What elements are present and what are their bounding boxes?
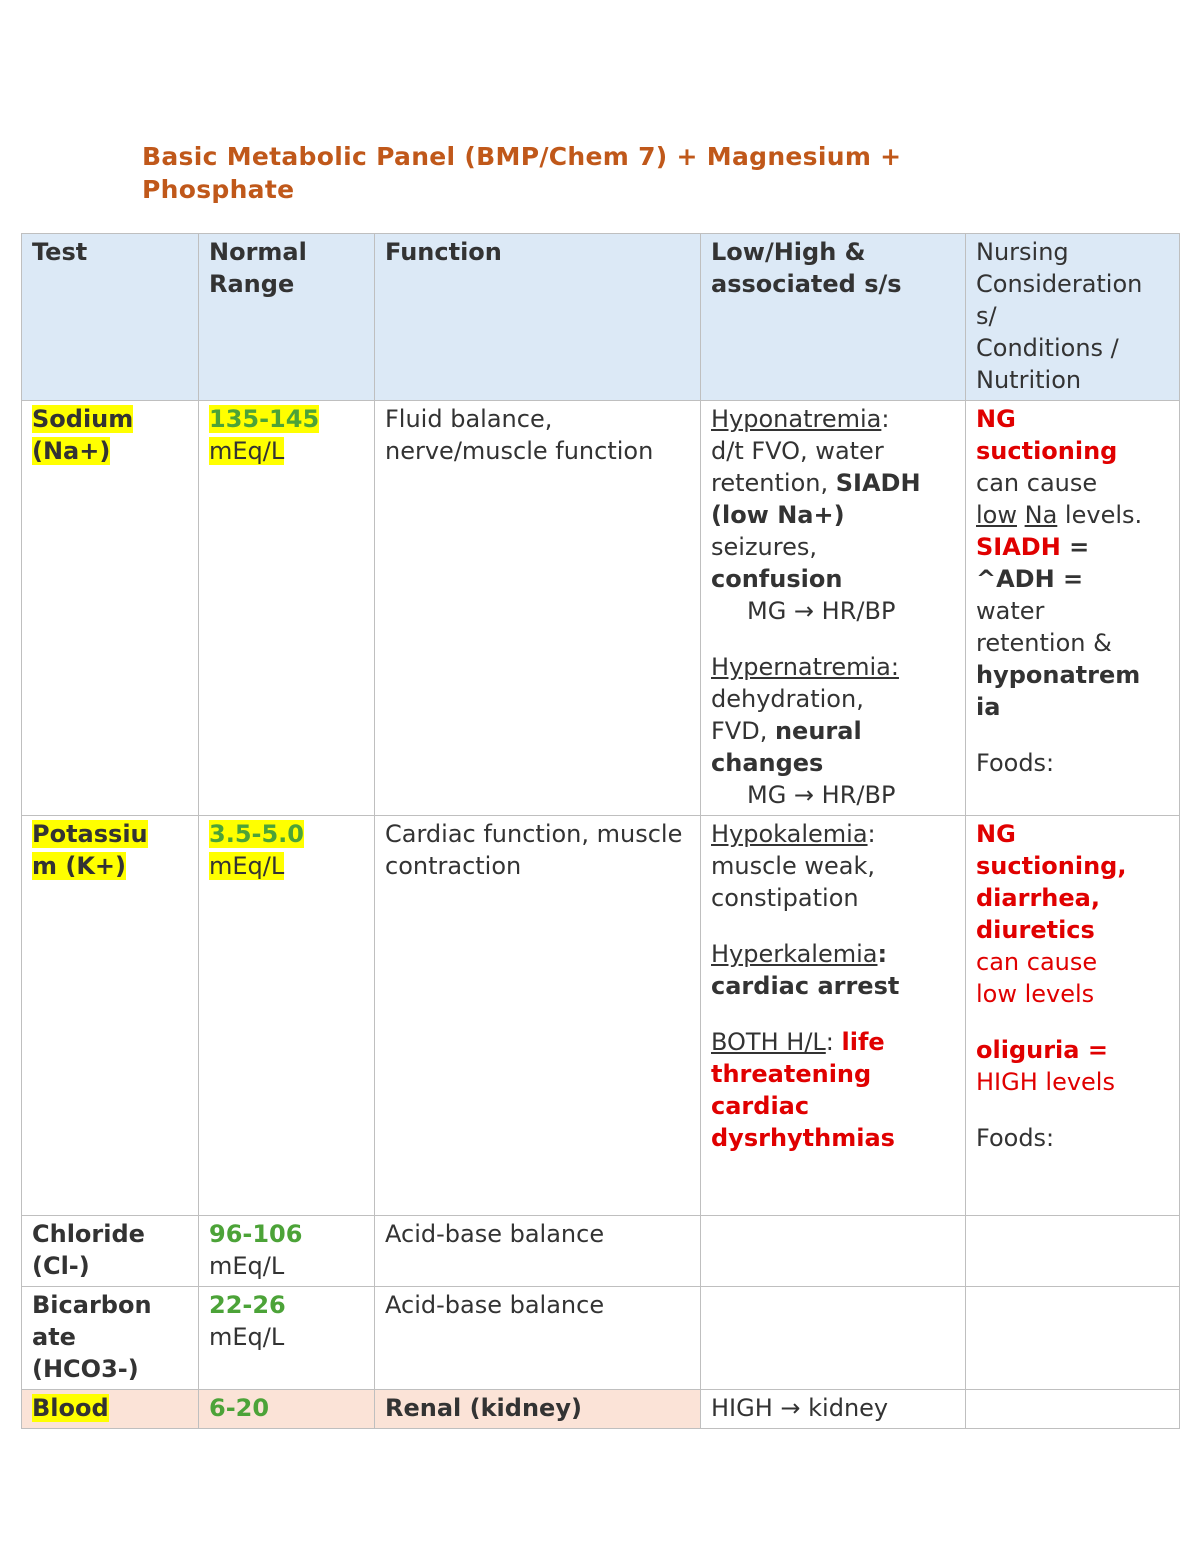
page-title: Basic Metabolic Panel (BMP/Chem 7) + Magnesium + Phosphate — [142, 142, 902, 204]
table-row-bicarbonate — [22, 1287, 1180, 1390]
potassium-range: 3.5-5.0 mEq/L — [199, 816, 375, 1216]
bun-nursing — [966, 1390, 1180, 1429]
table-row-chloride — [22, 1216, 1180, 1287]
chloride-range: 96-106 mEq/L — [199, 1216, 375, 1287]
bicarbonate-function: Acid-base balance — [375, 1287, 701, 1390]
potassium-nursing: NG suctioning, diarrhea, diuretics can cause low levels oliguria = HIGH levels Foods: — [966, 816, 1180, 1216]
bun-range: 6-20 — [199, 1390, 375, 1429]
sodium-function: Fluid balance, nerve/muscle function — [375, 401, 701, 816]
table-row-sodium — [22, 401, 1180, 816]
chloride-function: Acid-base balance — [375, 1216, 701, 1287]
header-low-high: Low/High & associated s/s — [701, 234, 966, 401]
sodium-nursing: NG suctioning can cause low Na levels. SIADH = ^ADH = water retention & hyponatrem ia Foods: — [966, 401, 1180, 816]
chloride-test: Chloride (Cl-) — [22, 1216, 199, 1287]
header-function: Function — [375, 234, 701, 401]
bun-test: Blood — [22, 1390, 199, 1429]
header-nursing: Nursing Consideration s/ Conditions / Nutrition — [966, 234, 1180, 401]
potassium-function: Cardiac function, muscle contraction — [375, 816, 701, 1216]
bun-low-high: HIGH → kidney — [701, 1390, 966, 1429]
bicarbonate-low-high — [701, 1287, 966, 1390]
chloride-low-high — [701, 1216, 966, 1287]
bun-function: Renal (kidney) — [375, 1390, 701, 1429]
table-row-potassium — [22, 816, 1180, 1216]
bicarbonate-range: 22-26 mEq/L — [199, 1287, 375, 1390]
sodium-test: Sodium (Na+) — [22, 401, 199, 816]
potassium-low-high: Hypokalemia: muscle weak, constipation Hyperkalemia: cardiac arrest BOTH H/L: life threatening cardiac dysrhythmias — [701, 816, 966, 1216]
chloride-nursing — [966, 1216, 1180, 1287]
sodium-low-high: Hyponatremia: d/t FVO, water retention, SIADH (low Na+) seizures, confusion MG → HR/BP Hypernatremia: dehydration, FVD, neural changes MG → HR/BP — [701, 401, 966, 816]
sodium-range: 135-145 mEq/L — [199, 401, 375, 816]
header-test: Test — [22, 234, 199, 401]
bicarbonate-test: Bicarbon ate (HCO3-) — [22, 1287, 199, 1390]
bicarbonate-nursing — [966, 1287, 1180, 1390]
header-row — [22, 234, 1180, 401]
potassium-test: Potassiu m (K+) — [22, 816, 199, 1216]
bmp-table — [21, 233, 1180, 1429]
table-row-bun — [22, 1390, 1180, 1429]
header-range: Normal Range — [199, 234, 375, 401]
